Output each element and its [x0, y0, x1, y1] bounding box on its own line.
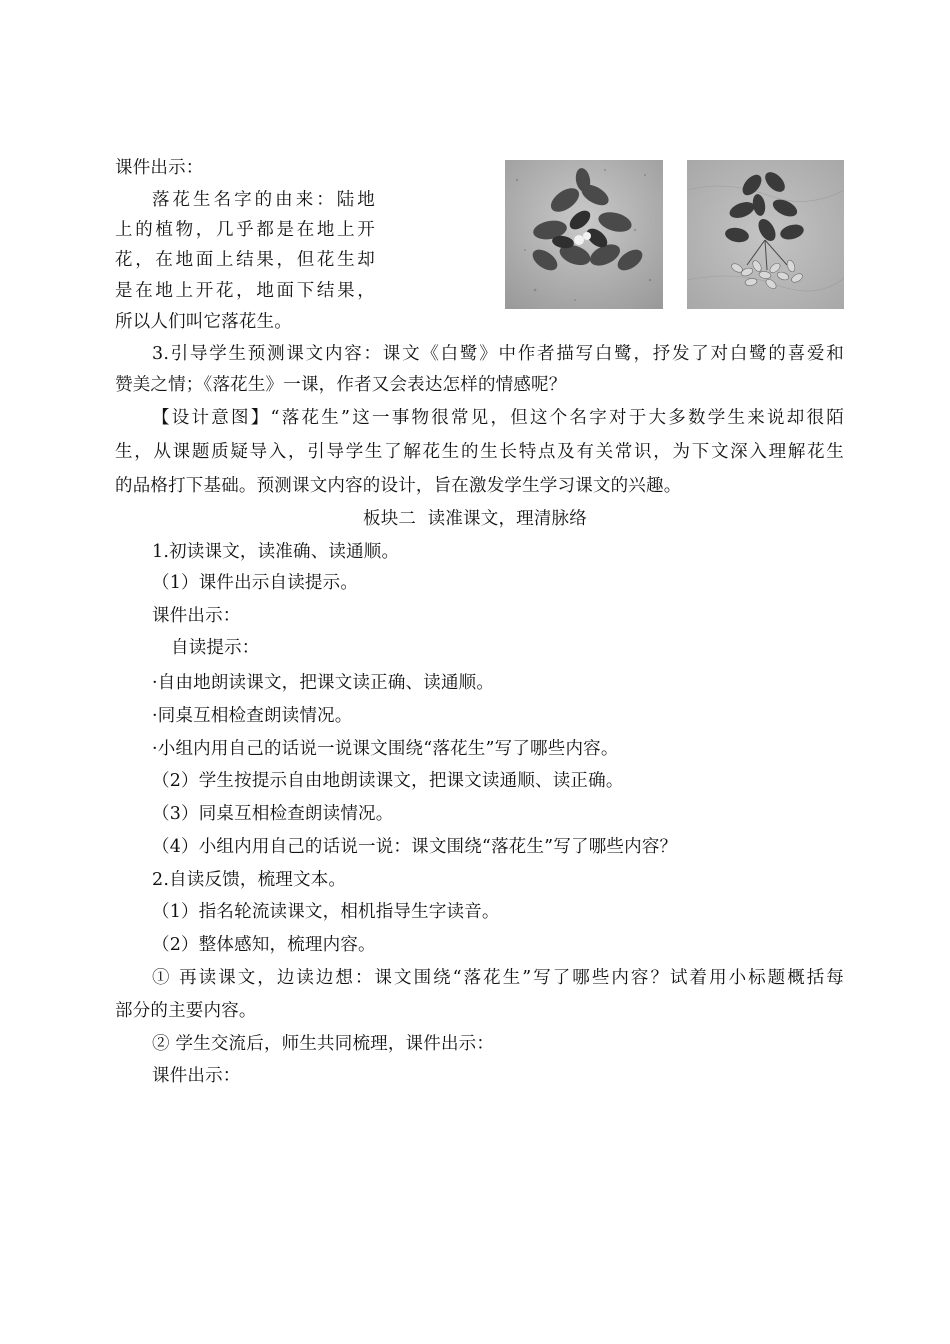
design-intent-line2: 生，从课题质疑导入，引导学生了解花生的生长特点及有关常识，为下文深入理解花生: [115, 442, 844, 462]
intro-line: 上的植物，几乎都是在地上开: [115, 220, 375, 240]
kejian-label-2: 课件出示：: [152, 1066, 241, 1086]
item-1-1: （1）课件出示自读提示。: [152, 573, 359, 593]
tip-bullet: ·自由地朗读课文，把课文读正确、读通顺。: [152, 673, 495, 693]
design-intent-line1: 【设计意图】“落花生”这一事物很常见，但这个名字对于大多数学生来说却很陌: [152, 408, 844, 428]
item-2-2: （2）整体感知，梳理内容。: [152, 935, 376, 955]
peanut-plant-flowering-photo: [505, 160, 663, 309]
para3-line1: 3.引导学生预测课文内容：课文《白鹭》中作者描写白鹭，抒发了对白鹭的喜爱和: [152, 344, 844, 364]
item-2: 2.自读反馈，梳理文本。: [152, 870, 347, 890]
kejian-label: 课件出示：: [115, 158, 204, 178]
circle-1-line2: 部分的主要内容。: [115, 1001, 257, 1021]
intro-line: 是在地上开花，地面下结果，: [115, 281, 375, 301]
circle-1-line1: ① 再读课文，边读边想：课文围绕“落花生”写了哪些内容？试着用小标题概括每: [152, 968, 844, 988]
intro-line: 落花生名字的由来：陆地: [152, 190, 375, 210]
circle-2: ② 学生交流后，师生共同梳理，课件出示：: [152, 1034, 495, 1054]
item-1-3: （3）同桌互相检查朗读情况。: [152, 804, 394, 824]
item-2-1: （1）指名轮流读课文，相机指导生字读音。: [152, 902, 500, 922]
tips-label: 自读提示：: [171, 638, 260, 658]
section-heading: 板块二 读准课文，理清脉络: [363, 509, 587, 529]
para3-line2: 赞美之情；《落花生》一课，作者又会表达怎样的情感呢？: [115, 375, 567, 395]
intro-line: 花，在地面上结果，但花生却: [115, 250, 375, 270]
item-1: 1.初读课文，读准确、读通顺。: [152, 542, 400, 562]
item-1-4: （4）小组内用自己的话说一说：课文围绕“落花生”写了哪些内容？: [152, 837, 678, 857]
tip-bullet: ·小组内用自己的话说一说课文围绕“落花生”写了哪些内容。: [152, 739, 619, 759]
kejian-label: 课件出示：: [152, 606, 241, 626]
peanut-plant-with-pods-photo: [687, 160, 844, 309]
design-intent-line3: 的品格打下基础。预测课文内容的设计，旨在激发学生学习课文的兴趣。: [115, 476, 682, 496]
intro-line: 所以人们叫它落花生。: [115, 312, 292, 332]
tip-bullet: ·同桌互相检查朗读情况。: [152, 706, 353, 726]
item-1-2: （2）学生按提示自由地朗读课文，把课文读通顺、读正确。: [152, 771, 624, 791]
